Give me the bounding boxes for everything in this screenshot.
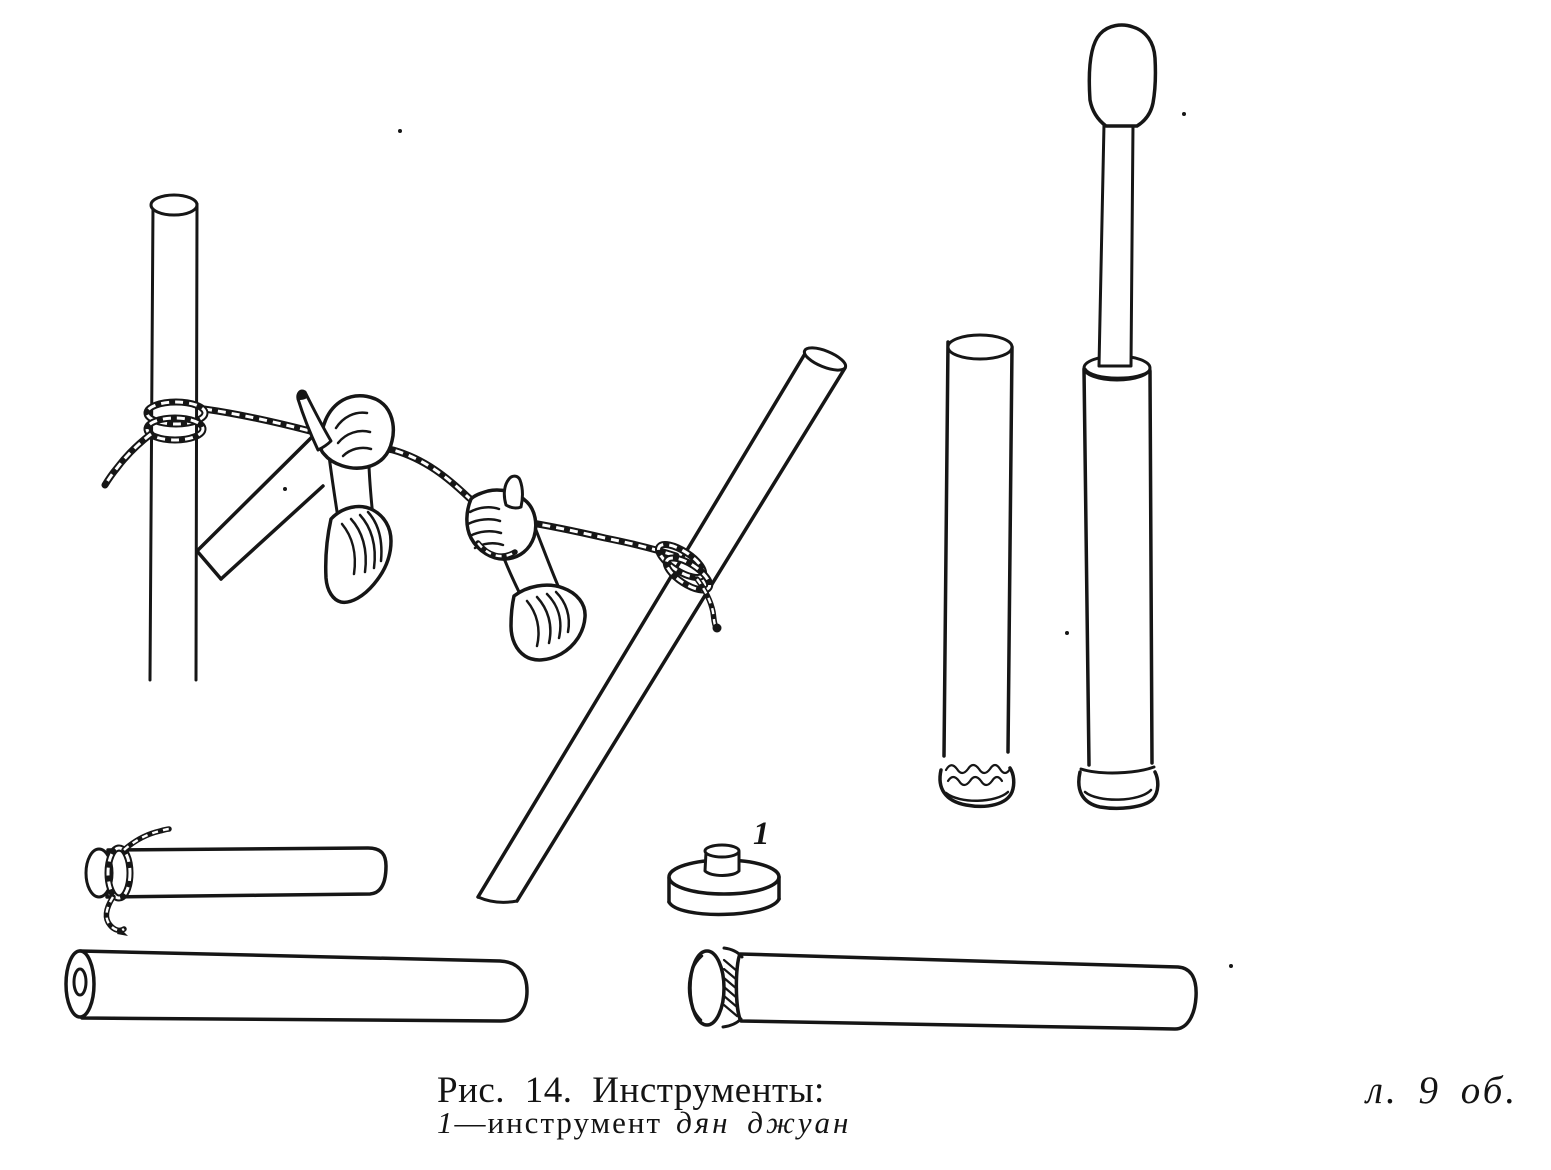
legend-item-text: —инструмент — [454, 1105, 663, 1140]
figure-caption-title: Рис. 14. Инструменты: — [437, 1070, 825, 1111]
rod-with-rope-drawing — [86, 829, 386, 936]
right-hand-drawing — [467, 476, 585, 660]
cylinder-tube-drawing — [940, 335, 1014, 806]
thick-tube-right-drawing — [689, 948, 1196, 1029]
disc-tool-drawing — [669, 845, 779, 914]
pestle-in-tube-drawing — [1079, 25, 1158, 808]
wooden-plank-drawing — [197, 436, 333, 579]
folio-note: л. 9 об. — [1366, 1069, 1519, 1112]
callout-label: 1 — [753, 816, 770, 852]
legend-item-term: дян джуан — [676, 1105, 852, 1140]
legend-item-number: 1 — [437, 1105, 455, 1140]
figure-caption-legend — [437, 1107, 851, 1138]
thick-tube-left-drawing — [66, 951, 527, 1021]
